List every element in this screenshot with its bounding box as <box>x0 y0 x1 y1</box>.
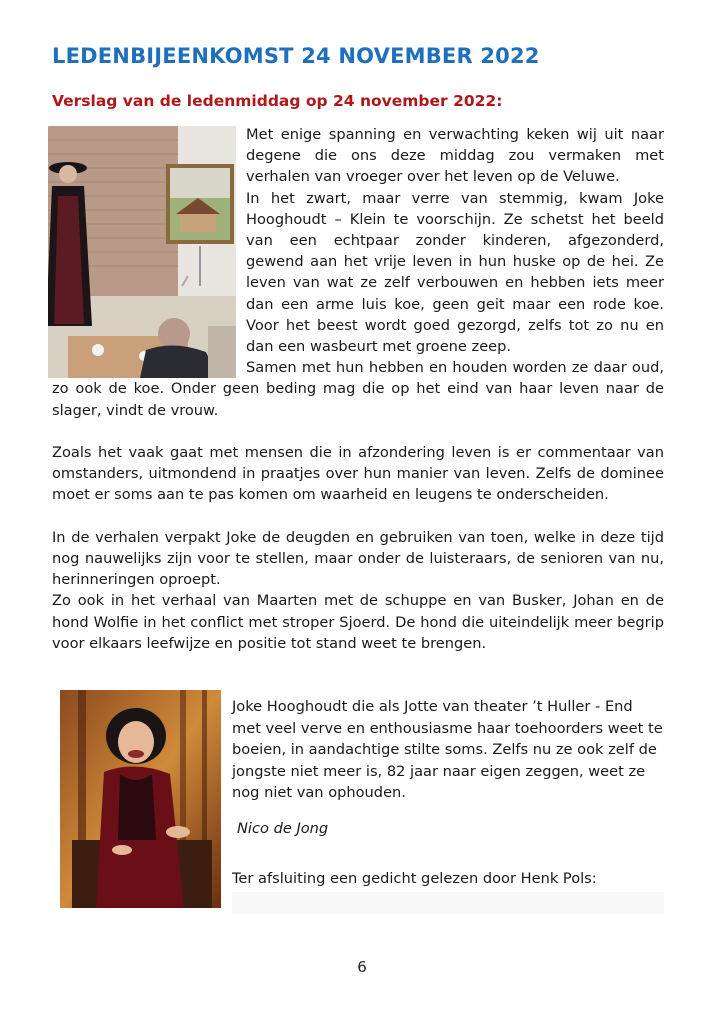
storyteller-portrait-photo <box>60 690 221 908</box>
paragraph: In het zwart, maar verre van stemmig, kwam Joke Hooghoudt – Klein te voorschijn. Ze schetst het beeld van een echtpaar zonder kinderen, afgezonderd, gewend aan het vrije leven in hun huske op de hei. Ze leven van wat ze zelf verbouwen en hebben iets meer dan een arme luis koe, geen geit maar een rode koe. Voor het beest wordt goed gezorgd, zelfs tot zo nu en dan een wasbeurt met groene zeep. <box>246 189 664 356</box>
report-subtitle: Verslag van de ledenmiddag op 24 november 2022: <box>52 92 503 110</box>
paragraph: Zoals het vaak gaat met mensen die in afzondering leven is er commentaar van omstanders, uitmondend in praatjes over hun manier van leven. Zelfs de dominee moet er soms aan te pas komen om waarheid en leugens te onderscheiden. <box>52 444 664 504</box>
paragraph: Joke Hooghoudt die als Jotte van theater ’t Huller - End met veel verve en enthousiasme haar toehoorders weet te boeien, in aandachtige stilte soms. Zelfs nu ze ook zelf de jongste niet meer is, 82 jaar naar eigen zeggen, weet ze nog niet van ophouden. <box>232 698 663 802</box>
portrait-text <box>232 696 664 889</box>
page-number: 6 <box>357 958 367 976</box>
closing-line: Ter afsluiting een gedicht gelezen door Henk Pols: <box>232 869 597 887</box>
storyteller-photo <box>48 126 236 378</box>
paragraph: Zo ook in het verhaal van Maarten met de schuppe en van Busker, Johan en de hond Wolfie in het conflict met stroper Sjoerd. De hond die uiteindelijk meer begrip voor elkaars leefwijze en positie tot stand weet te brengen. <box>52 592 664 652</box>
paragraph: Samen met hun hebben en houden worden ze daar oud, zo ook de koe. Onder geen beding mag die op het eind van haar leven naar de slager, vindt de vrouw. <box>52 359 664 419</box>
paragraph: Met enige spanning en verwachting keken wij uit naar degene die ons deze middag zou vermaken met verhalen van vroeger over het leven op de Veluwe. <box>246 126 664 186</box>
author-name: Nico de Jong <box>237 819 329 837</box>
paragraph: In de verhalen verpakt Joke de deugden en gebruiken van toen, welke in deze tijd nog nauwelijks zijn voor te stellen, maar onder de luisteraars, de senioren van nu, herinneringen oproept. <box>52 528 664 589</box>
page-title: LEDENBIJEENKOMST 24 NOVEMBER 2022 <box>52 44 540 68</box>
article-body <box>52 124 664 654</box>
poem-placeholder <box>232 892 664 914</box>
